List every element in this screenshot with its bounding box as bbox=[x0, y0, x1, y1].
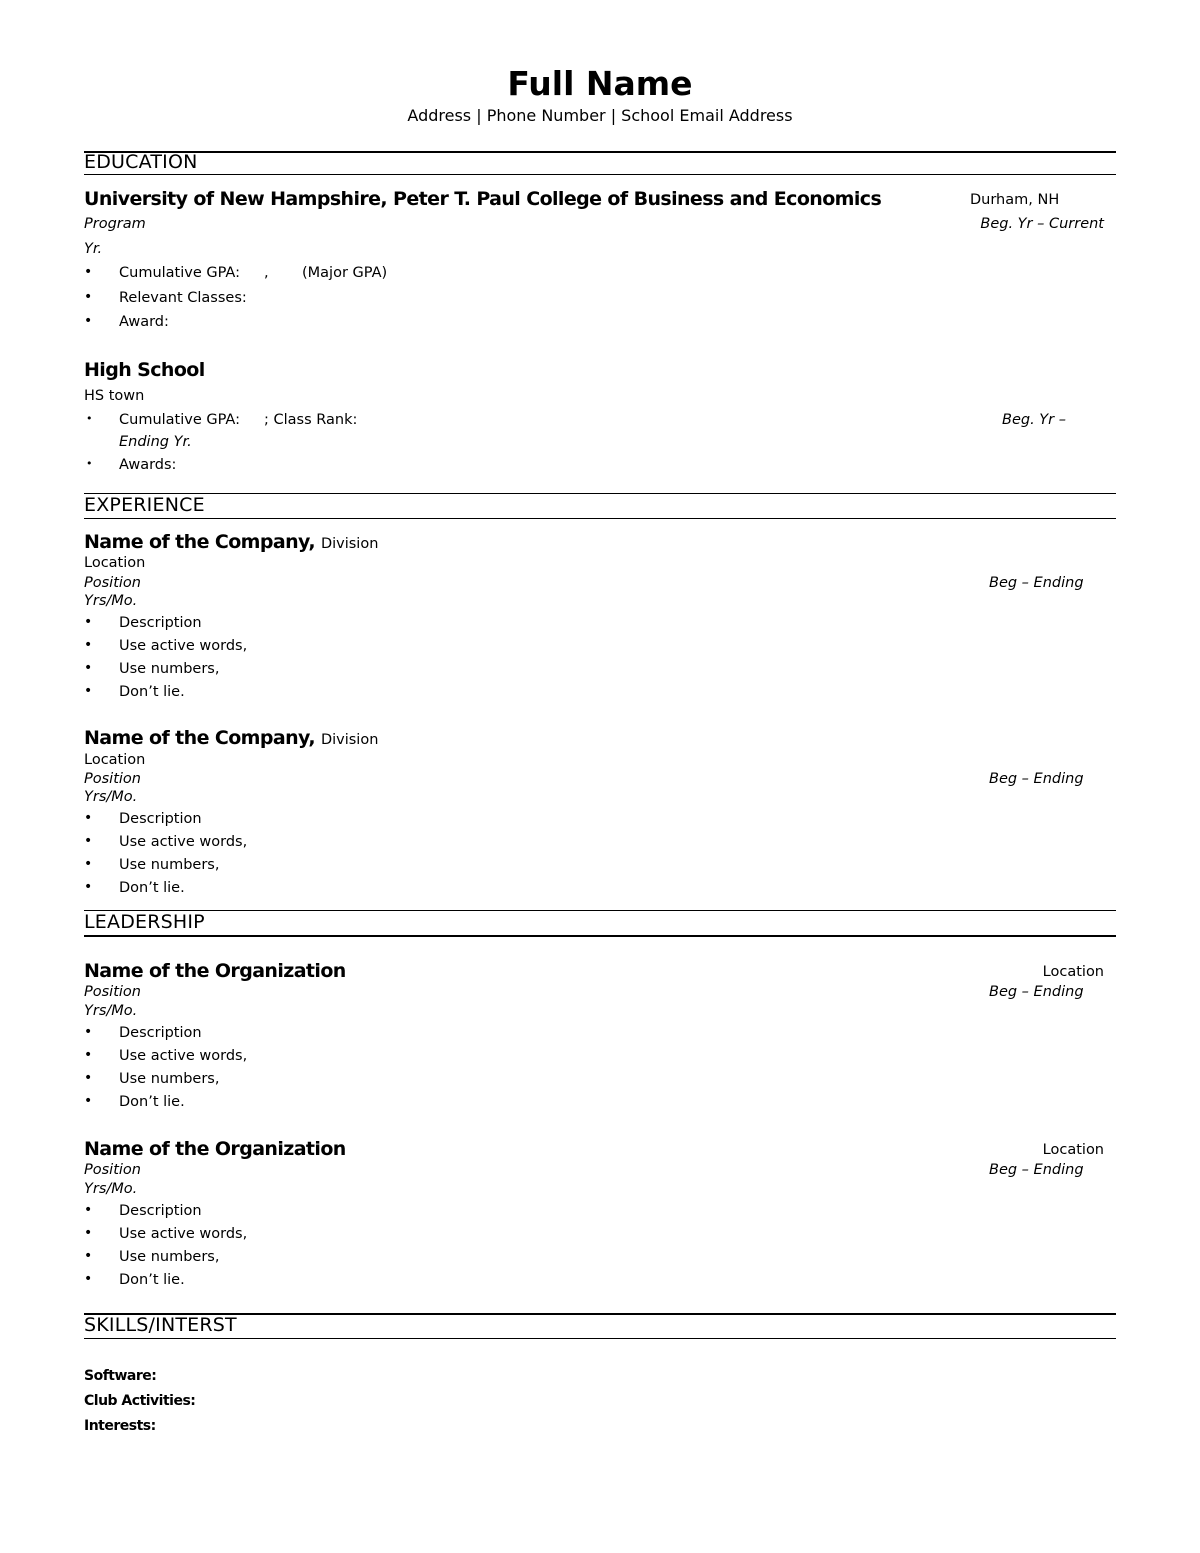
organization-location: Location bbox=[1042, 964, 1104, 980]
company-location: Location bbox=[84, 752, 146, 768]
bullet-dot: • bbox=[84, 1070, 93, 1086]
bullet-dot: • bbox=[84, 289, 93, 305]
org-bullet: Don’t lie. bbox=[119, 1094, 185, 1110]
hs-class-rank-label: ; Class Rank: bbox=[264, 412, 358, 428]
university-name: University of New Hampshire, Peter T. Paul College of Business and Economics bbox=[84, 188, 882, 210]
bullet-dot: • bbox=[84, 1202, 93, 1218]
bullet-dot: • bbox=[84, 1225, 93, 1241]
bullet-dot: • bbox=[84, 313, 93, 329]
bullet-dot: • bbox=[84, 856, 93, 872]
bullet-dot: • bbox=[84, 879, 93, 895]
company-location: Location bbox=[84, 555, 146, 571]
university-program: Program bbox=[84, 216, 146, 232]
company-division: Division bbox=[320, 536, 379, 552]
bullet-dot: • bbox=[84, 614, 93, 630]
hs-ending-year: Ending Yr. bbox=[119, 434, 192, 450]
university-location: Durham, NH bbox=[970, 192, 1060, 208]
org-bullet: Use numbers, bbox=[119, 1071, 220, 1087]
job-bullet: Description bbox=[119, 811, 202, 827]
experience-heading: EXPERIENCE bbox=[84, 494, 205, 516]
bullet-dot: • bbox=[84, 637, 93, 653]
org-bullet: Description bbox=[119, 1203, 202, 1219]
hs-awards-label: Awards: bbox=[119, 457, 177, 473]
company-name-text: Name of the Company, bbox=[84, 727, 315, 749]
section-rule-top bbox=[84, 151, 1116, 153]
section-rule-bottom bbox=[84, 518, 1116, 519]
job-bullet: Don’t lie. bbox=[119, 684, 185, 700]
bullet-dot: • bbox=[84, 660, 93, 676]
org-dates: Beg – Ending bbox=[989, 984, 1084, 1000]
high-school-name: High School bbox=[84, 359, 205, 381]
bullet-dot: • bbox=[84, 833, 93, 849]
organization-name: Name of the Organization bbox=[84, 1138, 346, 1160]
bullet-dot: • bbox=[86, 412, 93, 425]
hs-gpa-label: Cumulative GPA: bbox=[119, 412, 240, 428]
org-bullet: Don’t lie. bbox=[119, 1272, 185, 1288]
high-school-town: HS town bbox=[84, 388, 145, 404]
full-name: Full Name bbox=[507, 64, 693, 103]
organization-location: Location bbox=[1042, 1142, 1104, 1158]
org-bullet: Use active words, bbox=[119, 1048, 248, 1064]
club-activities-label: Club Activities: bbox=[84, 1393, 196, 1409]
interests-label: Interests: bbox=[84, 1418, 156, 1434]
bullet-dot: • bbox=[84, 1024, 93, 1040]
relevant-classes-label: Relevant Classes: bbox=[119, 290, 247, 306]
education-heading: EDUCATION bbox=[84, 151, 198, 173]
bullet-dot: • bbox=[84, 1093, 93, 1109]
section-rule-bottom bbox=[84, 935, 1116, 937]
contact-line: Address | Phone Number | School Email Address bbox=[407, 106, 793, 125]
job-dates: Beg – Ending bbox=[989, 575, 1084, 591]
job-bullet: Use numbers, bbox=[119, 661, 220, 677]
job-bullet: Use numbers, bbox=[119, 857, 220, 873]
software-label: Software: bbox=[84, 1368, 157, 1384]
org-position: Position bbox=[84, 1162, 141, 1178]
bullet-dot: • bbox=[84, 1047, 93, 1063]
hs-dates: Beg. Yr – bbox=[1002, 412, 1066, 428]
company-name bbox=[84, 727, 378, 749]
job-bullet: Use active words, bbox=[119, 638, 248, 654]
company-name-text: Name of the Company, bbox=[84, 531, 315, 553]
bullet-dot: • bbox=[84, 264, 93, 280]
job-position: Position bbox=[84, 575, 141, 591]
company-division: Division bbox=[320, 732, 379, 748]
award-label: Award: bbox=[119, 314, 169, 330]
job-bullet: Description bbox=[119, 615, 202, 631]
org-duration: Yrs/Mo. bbox=[84, 1181, 138, 1197]
job-dates: Beg – Ending bbox=[989, 771, 1084, 787]
section-rule-bottom bbox=[84, 174, 1116, 175]
bullet-dot: • bbox=[84, 1271, 93, 1287]
organization-name: Name of the Organization bbox=[84, 960, 346, 982]
gpa-label: Cumulative GPA: bbox=[119, 265, 240, 281]
org-bullet: Description bbox=[119, 1025, 202, 1041]
company-name bbox=[84, 531, 378, 553]
bullet-dot: • bbox=[84, 683, 93, 699]
bullet-dot: • bbox=[84, 1248, 93, 1264]
skills-heading: SKILLS/INTERST bbox=[84, 1314, 237, 1336]
org-position: Position bbox=[84, 984, 141, 1000]
org-bullet: Use active words, bbox=[119, 1226, 248, 1242]
job-duration: Yrs/Mo. bbox=[84, 789, 138, 805]
org-dates: Beg – Ending bbox=[989, 1162, 1084, 1178]
section-rule-top bbox=[84, 493, 1116, 494]
bullet-dot: • bbox=[86, 457, 93, 470]
leadership-heading: LEADERSHIP bbox=[84, 911, 205, 933]
gpa-comma: , bbox=[264, 265, 269, 281]
job-bullet: Don’t lie. bbox=[119, 880, 185, 896]
job-duration: Yrs/Mo. bbox=[84, 593, 138, 609]
university-yr: Yr. bbox=[84, 241, 103, 257]
job-position: Position bbox=[84, 771, 141, 787]
university-dates: Beg. Yr – Current bbox=[980, 216, 1104, 232]
major-gpa-label: (Major GPA) bbox=[302, 265, 388, 281]
org-bullet: Use numbers, bbox=[119, 1249, 220, 1265]
section-rule-top bbox=[84, 910, 1116, 911]
section-rule-top bbox=[84, 1313, 1116, 1315]
job-bullet: Use active words, bbox=[119, 834, 248, 850]
section-rule-bottom bbox=[84, 1338, 1116, 1339]
bullet-dot: • bbox=[84, 810, 93, 826]
org-duration: Yrs/Mo. bbox=[84, 1003, 138, 1019]
